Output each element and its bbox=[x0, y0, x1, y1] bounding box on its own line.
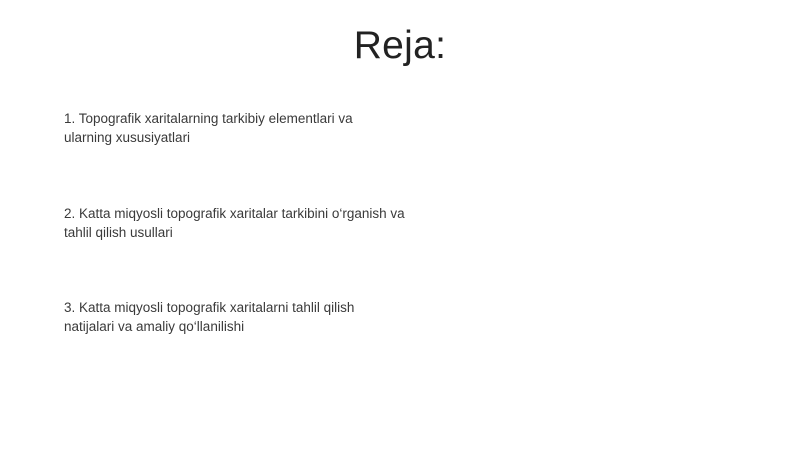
agenda-item-3: 3. Katta miqyosli topografik xaritalarni tahlil qilish natijalari va amaliy qo‘llanilishi bbox=[64, 300, 355, 334]
agenda-item-1: 1. Topografik xaritalarning tarkibiy elementlari va ularning xususiyatlari bbox=[64, 111, 353, 145]
agenda-item-2: 2. Katta miqyosli topografik xaritalar tarkibini o‘rganish va tahlil qilish usullari bbox=[64, 206, 405, 240]
slide-title: Reja: bbox=[353, 24, 447, 67]
